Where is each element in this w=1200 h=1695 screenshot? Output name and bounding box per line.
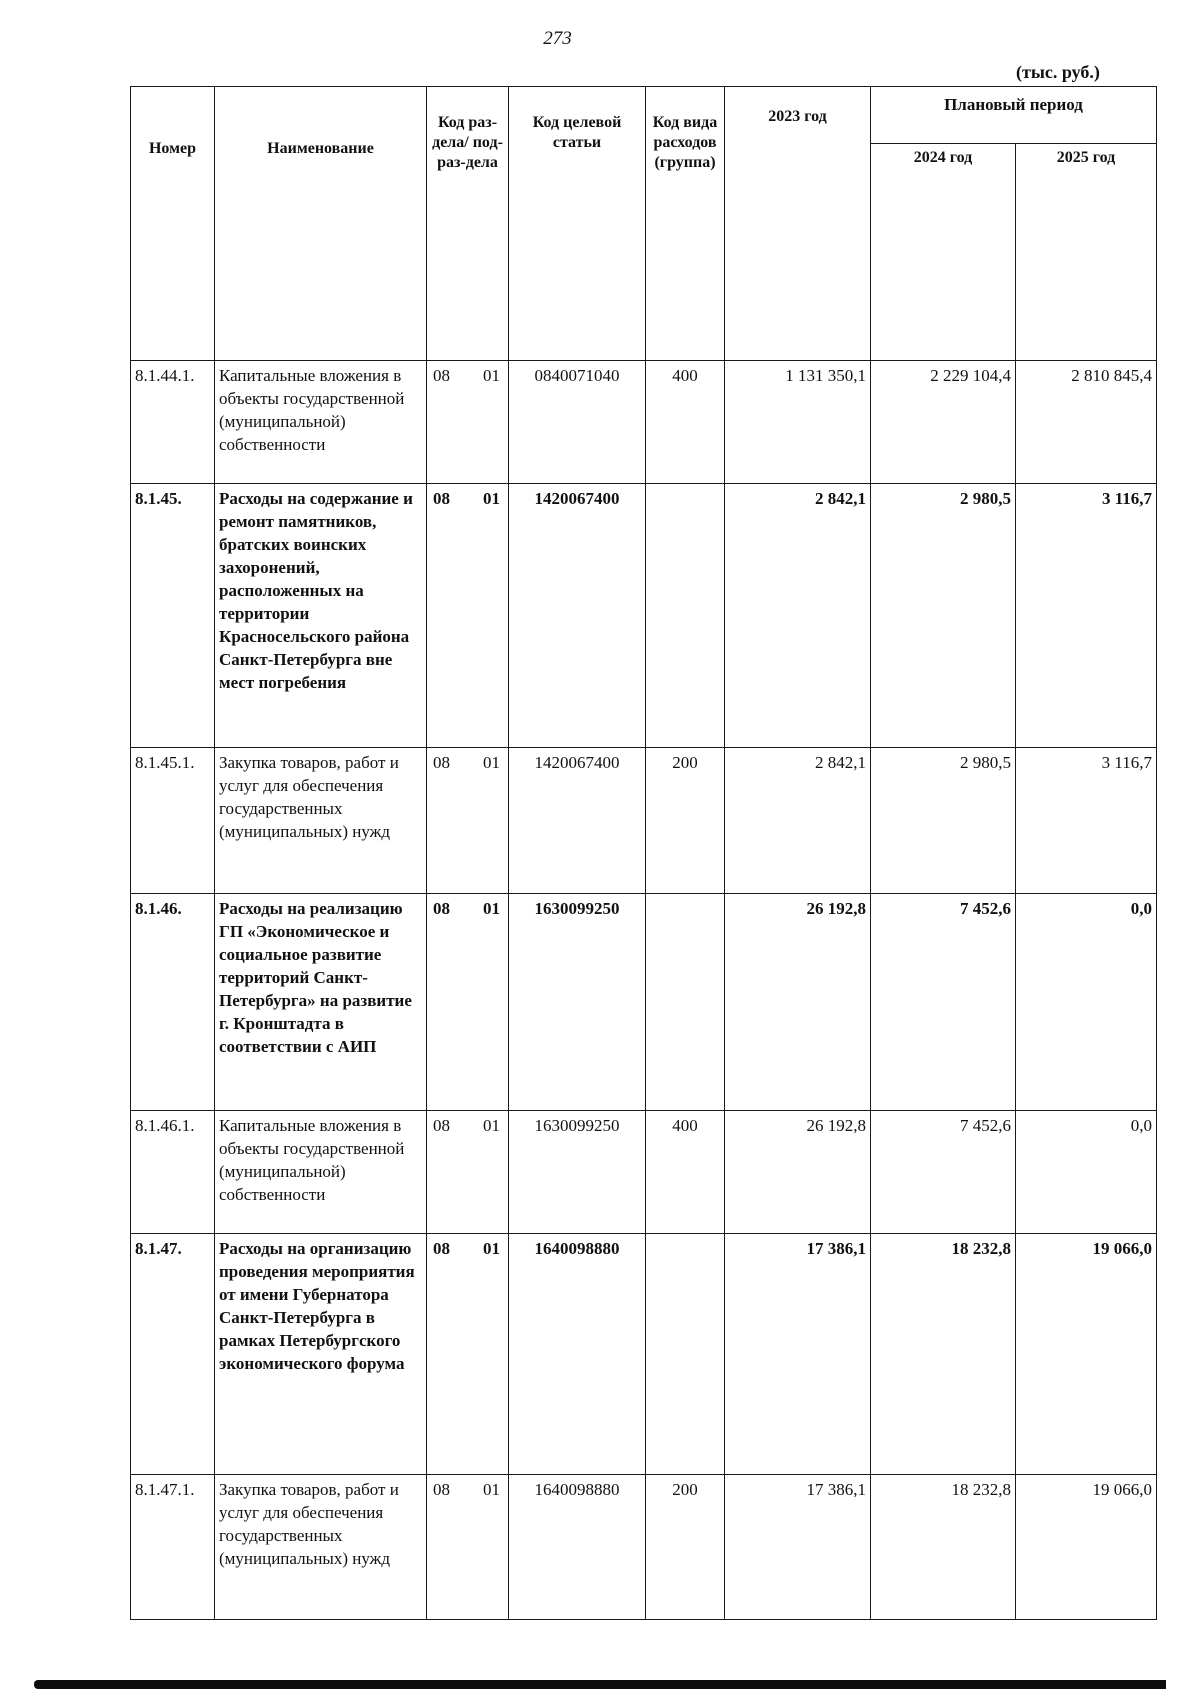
row-amount-2025: 19 066,0: [1016, 1475, 1157, 1620]
table-row: [131, 484, 1157, 748]
row-name: Закупка товаров, работ и услуг для обеспечения государственных (муниципальных) нужд: [215, 748, 427, 894]
row-expense-group: [646, 894, 725, 1111]
row-number: 8.1.47.1.: [131, 1475, 215, 1620]
row-amount-2023: 26 192,8: [725, 894, 871, 1111]
row-amount-2024: 2 229 104,4: [871, 361, 1016, 484]
row-expense-group: [646, 484, 725, 748]
row-amount-2024: 7 452,6: [871, 894, 1016, 1111]
row-expense-group: 400: [646, 361, 725, 484]
section-code: 08: [433, 899, 450, 918]
table-row: [131, 1111, 1157, 1234]
row-amount-2023: 1 131 350,1: [725, 361, 871, 484]
budget-table: [130, 86, 1157, 1620]
row-amount-2023: 17 386,1: [725, 1234, 871, 1475]
section-code: 08: [433, 489, 450, 508]
row-name: Закупка товаров, работ и услуг для обеспечения государственных (муниципальных) нужд: [215, 1475, 427, 1620]
row-target-code: 1630099250: [509, 894, 646, 1111]
row-amount-2025: 3 116,7: [1016, 748, 1157, 894]
header-year-2025: 2025 год: [1016, 144, 1157, 361]
subsection-code: 01: [483, 753, 500, 772]
header-year-2024: 2024 год: [871, 144, 1016, 361]
row-amount-2025: 0,0: [1016, 1111, 1157, 1234]
subsection-code: 01: [483, 1239, 500, 1258]
header-section-code: Код раз-дела/ под-раз-дела: [427, 87, 509, 361]
table-row: [131, 361, 1157, 484]
row-amount-2024: 7 452,6: [871, 1111, 1016, 1234]
header-expense-type-code: Код вида расходов (группа): [646, 87, 725, 361]
row-amount-2023: 17 386,1: [725, 1475, 871, 1620]
row-section: [427, 1111, 509, 1234]
row-amount-2024: 2 980,5: [871, 748, 1016, 894]
row-amount-2025: 3 116,7: [1016, 484, 1157, 748]
header-planned-period: Плановый период: [871, 87, 1157, 144]
section-code: 08: [433, 1239, 450, 1258]
page-number: 273: [543, 28, 572, 49]
row-amount-2023: 2 842,1: [725, 484, 871, 748]
row-amount-2024: 18 232,8: [871, 1234, 1016, 1475]
row-amount-2023: 26 192,8: [725, 1111, 871, 1234]
row-section: [427, 894, 509, 1111]
row-target-code: 1420067400: [509, 484, 646, 748]
section-code: 08: [433, 1116, 450, 1135]
row-amount-2025: 0,0: [1016, 894, 1157, 1111]
row-expense-group: 400: [646, 1111, 725, 1234]
row-number: 8.1.44.1.: [131, 361, 215, 484]
row-section: [427, 748, 509, 894]
row-amount-2025: 19 066,0: [1016, 1234, 1157, 1475]
subsection-code: 01: [483, 899, 500, 918]
row-number: 8.1.45.1.: [131, 748, 215, 894]
row-name: Расходы на содержание и ремонт памятников, братских воинских захоронений, расположенных на территории Красносельского района Санкт-Петербурга вне мест погребения: [215, 484, 427, 748]
row-name: Капитальные вложения в объекты государственной (муниципальной) собственности: [215, 361, 427, 484]
section-code: 08: [433, 366, 450, 385]
row-amount-2024: 18 232,8: [871, 1475, 1016, 1620]
table-row: [131, 894, 1157, 1111]
subsection-code: 01: [483, 1480, 500, 1499]
row-section: [427, 361, 509, 484]
row-target-code: 1630099250: [509, 1111, 646, 1234]
row-amount-2025: 2 810 845,4: [1016, 361, 1157, 484]
header-year-2023: 2023 год: [725, 87, 871, 361]
subsection-code: 01: [483, 366, 500, 385]
row-name: Капитальные вложения в объекты государственной (муниципальной) собственности: [215, 1111, 427, 1234]
row-expense-group: 200: [646, 1475, 725, 1620]
row-amount-2024: 2 980,5: [871, 484, 1016, 748]
row-number: 8.1.46.1.: [131, 1111, 215, 1234]
row-section: [427, 1475, 509, 1620]
section-code: 08: [433, 753, 450, 772]
row-expense-group: [646, 1234, 725, 1475]
header-number: Номер: [131, 87, 215, 361]
header-name: Наименование: [215, 87, 427, 361]
row-number: 8.1.47.: [131, 1234, 215, 1475]
table-row: [131, 748, 1157, 894]
row-number: 8.1.45.: [131, 484, 215, 748]
row-target-code: 1640098880: [509, 1475, 646, 1620]
subsection-code: 01: [483, 1116, 500, 1135]
row-target-code: 1640098880: [509, 1234, 646, 1475]
row-name: Расходы на организацию проведения мероприятия от имени Губернатора Санкт-Петербурга в рамках Петербургского экономического форума: [215, 1234, 427, 1475]
section-code: 08: [433, 1480, 450, 1499]
units-label: (тыс. руб.): [1016, 62, 1100, 82]
row-section: [427, 1234, 509, 1475]
row-target-code: 0840071040: [509, 361, 646, 484]
table-row: [131, 1234, 1157, 1475]
header-target-code: Код целевой статьи: [509, 87, 646, 361]
row-section: [427, 484, 509, 748]
row-target-code: 1420067400: [509, 748, 646, 894]
subsection-code: 01: [483, 489, 500, 508]
row-amount-2023: 2 842,1: [725, 748, 871, 894]
row-expense-group: 200: [646, 748, 725, 894]
row-number: 8.1.46.: [131, 894, 215, 1111]
row-name: Расходы на реализацию ГП «Экономическое и социальное развитие территорий Санкт-Петербурга» на развитие г. Кронштадта в соответствии с АИП: [215, 894, 427, 1111]
scan-bottom-edge: [34, 1680, 1166, 1689]
table-row: [131, 1475, 1157, 1620]
